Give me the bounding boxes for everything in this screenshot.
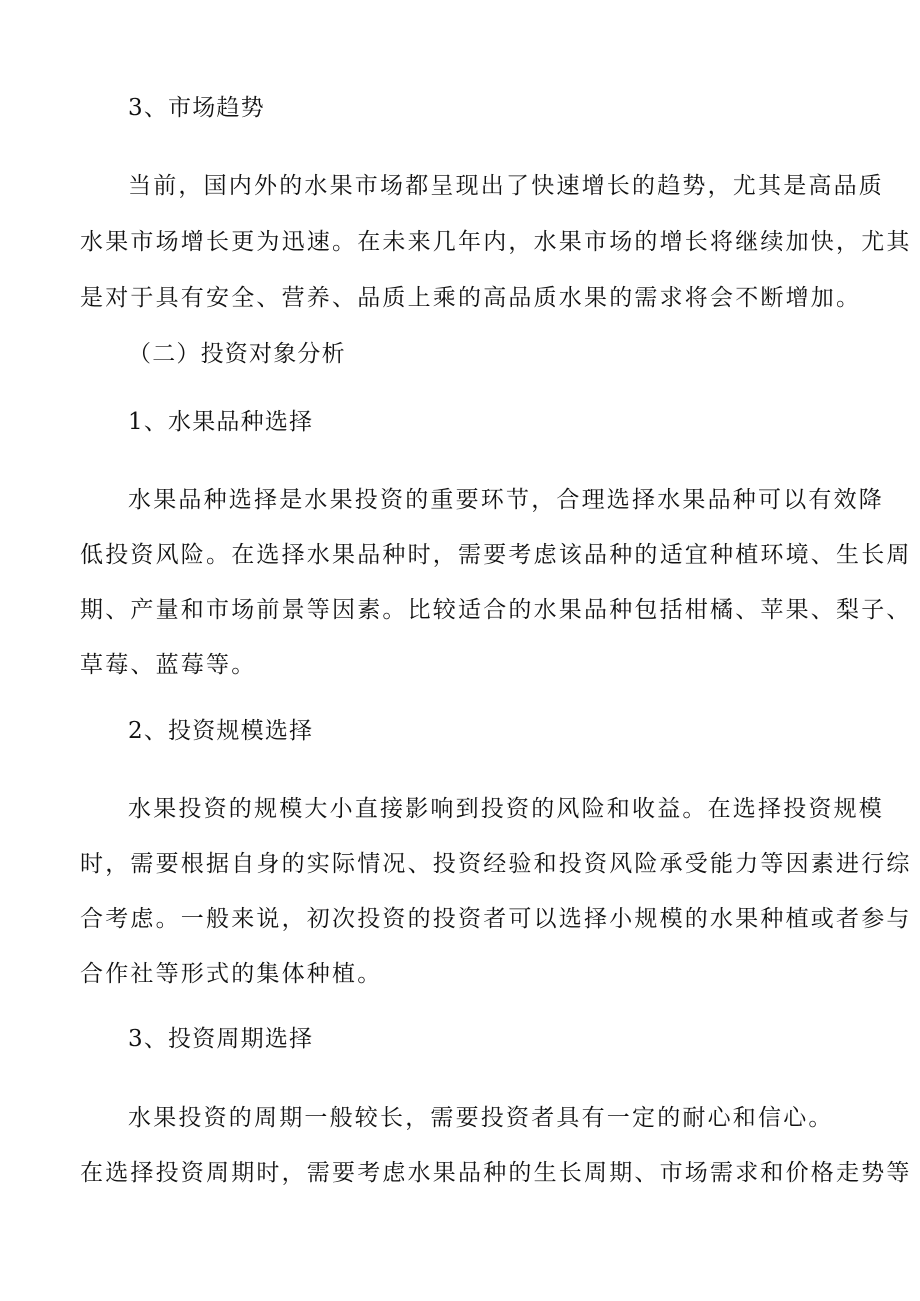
paragraph-line: 草莓、蓝莓等。: [80, 652, 257, 678]
paragraph-line: 期、产量和市场前景等因素。比较适合的水果品种包括柑橘、苹果、梨子、: [80, 597, 912, 623]
section-heading-variety: 1、水果品种选择: [128, 409, 314, 435]
paragraph-line: 水果品种选择是水果投资的重要环节，合理选择水果品种可以有效降: [128, 487, 884, 513]
paragraph-line: 水果市场增长更为迅速。在未来几年内，水果市场的增长将继续加快，尤其: [80, 229, 912, 255]
paragraph-line: 是对于具有安全、营养、品质上乘的高品质水果的需求将会不断增加。: [80, 285, 862, 311]
paragraph-line: 合考虑。一般来说，初次投资的投资者可以选择小规模的水果种植或者参与: [80, 906, 912, 932]
paragraph-line: 在选择投资周期时，需要考虑水果品种的生长周期、市场需求和价格走势等: [80, 1160, 912, 1186]
paragraph-line: 低投资风险。在选择水果品种时，需要考虑该品种的适宜种植环境、生长周: [80, 542, 912, 568]
section-heading-market-trend: 3、市场趋势: [128, 95, 265, 121]
section-heading-scale: 2、投资规模选择: [128, 718, 314, 744]
paragraph-line: 水果投资的周期一般较长，需要投资者具有一定的耐心和信心。: [128, 1105, 834, 1131]
paragraph-line: 合作社等形式的集体种植。: [80, 961, 383, 987]
paragraph-line: 水果投资的规模大小直接影响到投资的风险和收益。在选择投资规模: [128, 796, 884, 822]
paragraph-line: 当前，国内外的水果市场都呈现出了快速增长的趋势，尤其是高品质: [128, 173, 884, 199]
paragraph-line: 时，需要根据自身的实际情况、投资经验和投资风险承受能力等因素进行综: [80, 851, 912, 877]
section-heading-investment-analysis: （二）投资对象分析: [128, 341, 346, 367]
section-heading-period: 3、投资周期选择: [128, 1026, 314, 1052]
